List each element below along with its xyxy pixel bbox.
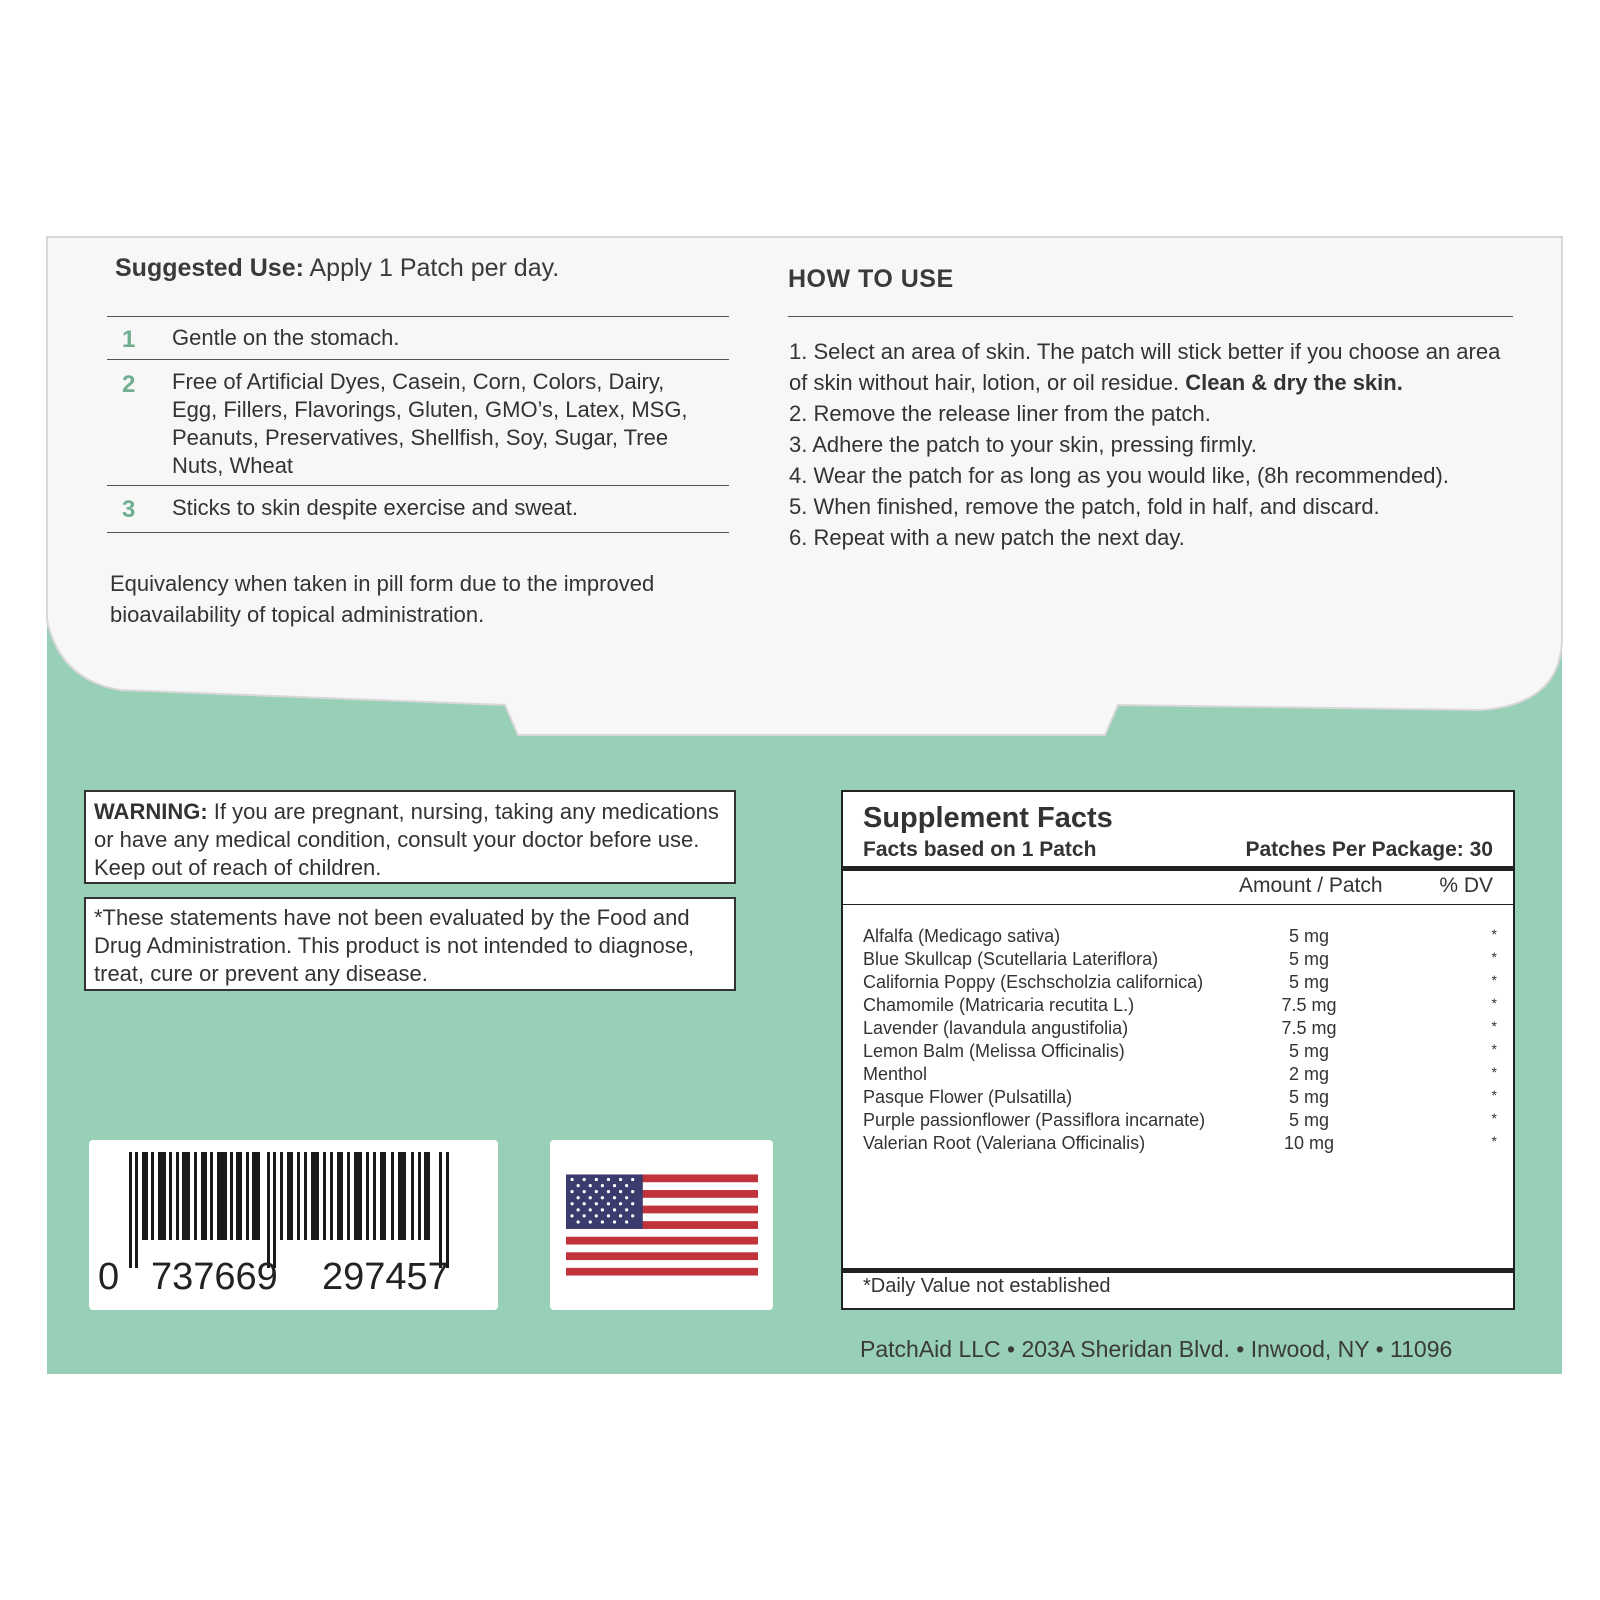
ingredient-amount: 5 mg (1288, 1041, 1330, 1061)
barcode-digit-prefix: 0 (98, 1256, 120, 1298)
ingredient-dv: * (1491, 949, 1497, 965)
step-3: 3. Adhere the patch to your skin, pressing firmly. (789, 432, 1257, 457)
upc-barcode (129, 1152, 469, 1272)
ingredient-dv: * (1491, 1064, 1497, 1080)
divider (107, 359, 729, 360)
barcode-digits-right: 297457 (322, 1256, 449, 1298)
ingredient-row (863, 1018, 1497, 1042)
barcode-digits-left: 737669 (151, 1256, 278, 1298)
ingredient-amount: 5 mg (1288, 926, 1330, 946)
ingredient-amount: 10 mg (1283, 1133, 1335, 1153)
supplement-facts-panel (841, 790, 1515, 1310)
ingredient-row (863, 995, 1497, 1019)
ingredient-amount: 7.5 mg (1281, 1018, 1337, 1038)
feature-text: Gentle on the stomach. (172, 325, 400, 350)
ingredient-amount: 2 mg (1288, 1064, 1330, 1084)
warning-box (84, 790, 736, 884)
step-4: 4. Wear the patch for as long as you would like, (8h recommended). (789, 463, 1449, 488)
company-address: PatchAid LLC • 203A Sheridan Blvd. • Inwood, NY • 11096 (860, 1336, 1453, 1362)
how-to-use-steps (789, 336, 1519, 553)
how-to-use-title: HOW TO USE (788, 265, 954, 293)
ingredient-dv: * (1491, 1110, 1497, 1126)
feature-number: 2 (122, 371, 136, 398)
facts-footnote: *Daily Value not established (863, 1275, 1111, 1297)
us-flag-icon (566, 1173, 758, 1277)
ingredient-amount: 5 mg (1288, 949, 1330, 969)
ingredient-amount: 5 mg (1288, 1087, 1330, 1107)
divider (107, 485, 729, 486)
ingredient-name: Lavender (lavandula angustifolia) (863, 1018, 1129, 1038)
step-5: 5. When finished, remove the patch, fold in half, and discard. (789, 494, 1380, 519)
fda-statement-box: *These statements have not been evaluated by the Food and Drug Administration. This product is not intended to diagnose, treat, cure or prevent any disease. (84, 897, 736, 991)
barcode-card (89, 1140, 498, 1310)
feature-text: Sticks to skin despite exercise and sweat. (172, 495, 578, 520)
facts-serving: Facts based on 1 Patch (863, 838, 1097, 861)
ingredient-row (863, 1064, 1497, 1088)
ingredient-name: Chamomile (Matricaria recutita L.) (863, 995, 1135, 1015)
ingredient-row (863, 972, 1497, 996)
suggested-use-label: Suggested Use: (115, 254, 304, 282)
ingredient-name: Alfalfa (Medicago sativa) (863, 926, 1061, 946)
ingredient-name: California Poppy (Eschscholzia californica) (863, 972, 1204, 992)
ingredient-dv: * (1491, 1133, 1497, 1149)
facts-col-amount: Amount / Patch (1239, 874, 1383, 897)
step-6: 6. Repeat with a new patch the next day. (789, 525, 1185, 550)
flag-card (550, 1140, 773, 1310)
facts-thick-rule (843, 866, 1513, 871)
step-1: 1. Select an area of skin. The patch will stick better if you choose an area of skin without hair, lotion, or oil residue. Clean & dry the skin. (789, 339, 1501, 395)
facts-thin-rule (843, 904, 1513, 905)
feature-number: 1 (122, 326, 136, 353)
divider (107, 316, 729, 317)
feature-text: Free of Artificial Dyes, Casein, Corn, Colors, Dairy, Egg, Fillers, Flavorings, Gluten, GMO’s, Latex, MSG, Peanuts, Preservatives, Shellfish, Soy, Sugar, Tree Nuts, Wheat (172, 369, 688, 478)
ingredient-name: Purple passionflower (Passiflora incarnate) (863, 1110, 1206, 1130)
warning-text: If you are pregnant, nursing, taking any medications or have any medical condition, consult your doctor before use. Keep out of reach of children. (94, 799, 719, 880)
ingredient-row (863, 1087, 1497, 1111)
equivalency-note: Equivalency when taken in pill form due to the improved bioavailability of topical administration. (110, 571, 655, 627)
ingredient-name: Valerian Root (Valeriana Officinalis) (863, 1133, 1146, 1153)
facts-title: Supplement Facts (863, 802, 1113, 834)
suggested-use-text: Apply 1 Patch per day. (303, 254, 560, 282)
ingredient-dv: * (1491, 1018, 1497, 1034)
ingredient-row (863, 1133, 1497, 1157)
facts-per-package: Patches Per Package: 30 (1245, 838, 1493, 861)
facts-col-dv: % DV (1439, 874, 1493, 897)
facts-thick-rule (843, 1268, 1513, 1273)
ingredient-dv: * (1491, 995, 1497, 1011)
warning-label: WARNING: (94, 799, 208, 824)
ingredient-amount: 5 mg (1288, 972, 1330, 992)
ingredient-name: Lemon Balm (Melissa Officinalis) (863, 1041, 1125, 1061)
ingredient-dv: * (1491, 972, 1497, 988)
step-1-emphasis: Clean & dry the skin. (1185, 370, 1403, 395)
ingredient-row (863, 949, 1497, 973)
ingredient-dv: * (1491, 1041, 1497, 1057)
suggested-use (115, 254, 559, 283)
feature-number: 3 (122, 496, 136, 523)
ingredient-name: Menthol (863, 1064, 928, 1084)
ingredient-row (863, 1041, 1497, 1065)
ingredient-name: Blue Skullcap (Scutellaria Lateriflora) (863, 949, 1159, 969)
divider (788, 316, 1513, 317)
ingredient-row (863, 1110, 1497, 1134)
ingredient-amount: 5 mg (1288, 1110, 1330, 1130)
divider (107, 532, 729, 533)
ingredient-dv: * (1491, 1087, 1497, 1103)
ingredient-name: Pasque Flower (Pulsatilla) (863, 1087, 1073, 1107)
step-2: 2. Remove the release liner from the patch. (789, 401, 1211, 426)
ingredient-dv: * (1491, 926, 1497, 942)
ingredient-row (863, 926, 1497, 950)
ingredient-amount: 7.5 mg (1281, 995, 1337, 1015)
